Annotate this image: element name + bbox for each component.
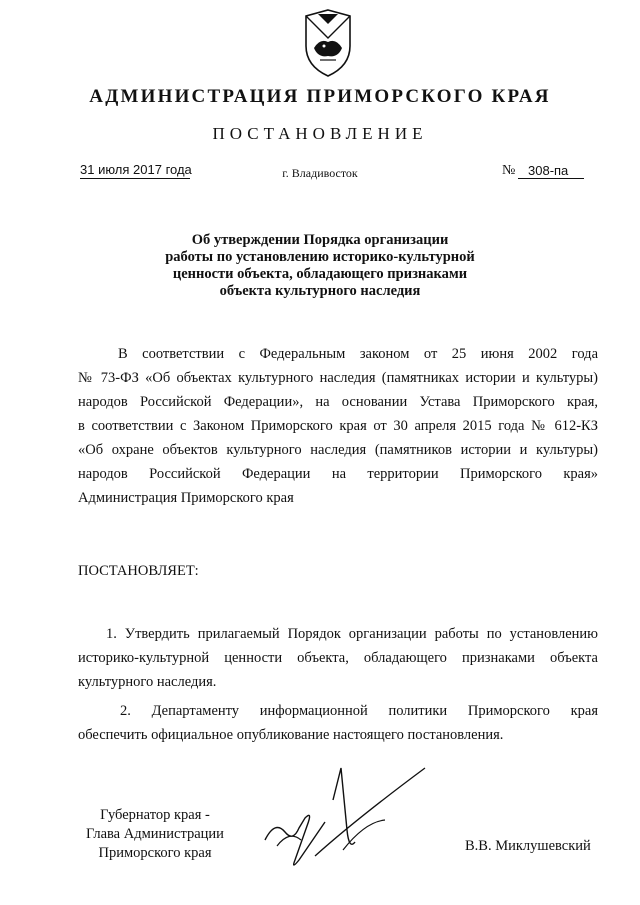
resolves-heading: ПОСТАНОВЛЯЕТ: [78, 563, 199, 579]
coat-of-arms-icon [300, 8, 356, 78]
text-line: народов Российской Федерации», на основании Устава Приморского края, [78, 394, 598, 410]
text-line: народов Российской Федерации на территории Приморского края» [78, 466, 598, 482]
text-line: 1. Утвердить прилагаемый Порядок организации работы по установлению [106, 626, 598, 642]
text-line: «Об охране объектов культурного наследия (памятников истории и культуры) [78, 442, 598, 458]
document-number: 308-па [528, 163, 569, 178]
text-line: В соответствии с Федеральным законом от 25 июня 2002 года [118, 346, 598, 362]
document-date: 31 июля 2017 года [80, 162, 192, 177]
number-underline [518, 178, 584, 179]
title-line: Об утверждении Порядка организации [191, 232, 449, 248]
document-title [120, 232, 520, 300]
position-line: Приморского края [98, 845, 212, 861]
text-line: обеспечить официальное опубликование настоящего постановления. [78, 727, 504, 743]
handwritten-signature [255, 760, 435, 880]
text-line: № 73-ФЗ «Об объектах культурного наследия (памятниках истории и культуры) [78, 370, 598, 386]
signatory-position [80, 806, 230, 863]
text-line: Администрация Приморского края [78, 490, 294, 506]
title-line: ценности объекта, обладающего признаками [172, 266, 468, 282]
number-label: № [502, 163, 516, 178]
position-line: Губернатор края - [100, 807, 210, 823]
document-type: ПОСТАНОВЛЕНИЕ [212, 124, 428, 143]
text-line: историко-культурной ценности объекта, обладающего признаками объекта [78, 650, 598, 666]
text-line: 2. Департаменту информационной политики Приморского края [120, 703, 598, 719]
document-city: г. Владивосток [282, 166, 358, 180]
text-line: в соответствии с Законом Приморского края от 30 апреля 2015 года № 612-КЗ [78, 418, 598, 434]
organization-name: АДМИНИСТРАЦИЯ ПРИМОРСКОГО КРАЯ [89, 86, 551, 107]
signatory-name: В.В. Миклушевский [465, 838, 591, 854]
title-line: объекта культурного наследия [219, 283, 421, 299]
text-line: культурного наследия. [78, 674, 217, 690]
item-1-paragraph [78, 622, 598, 694]
position-line: Глава Администрации [86, 826, 224, 842]
preamble-paragraph [78, 342, 598, 510]
item-2-paragraph [78, 699, 598, 747]
title-line: работы по установлению историко-культурной [165, 249, 475, 265]
